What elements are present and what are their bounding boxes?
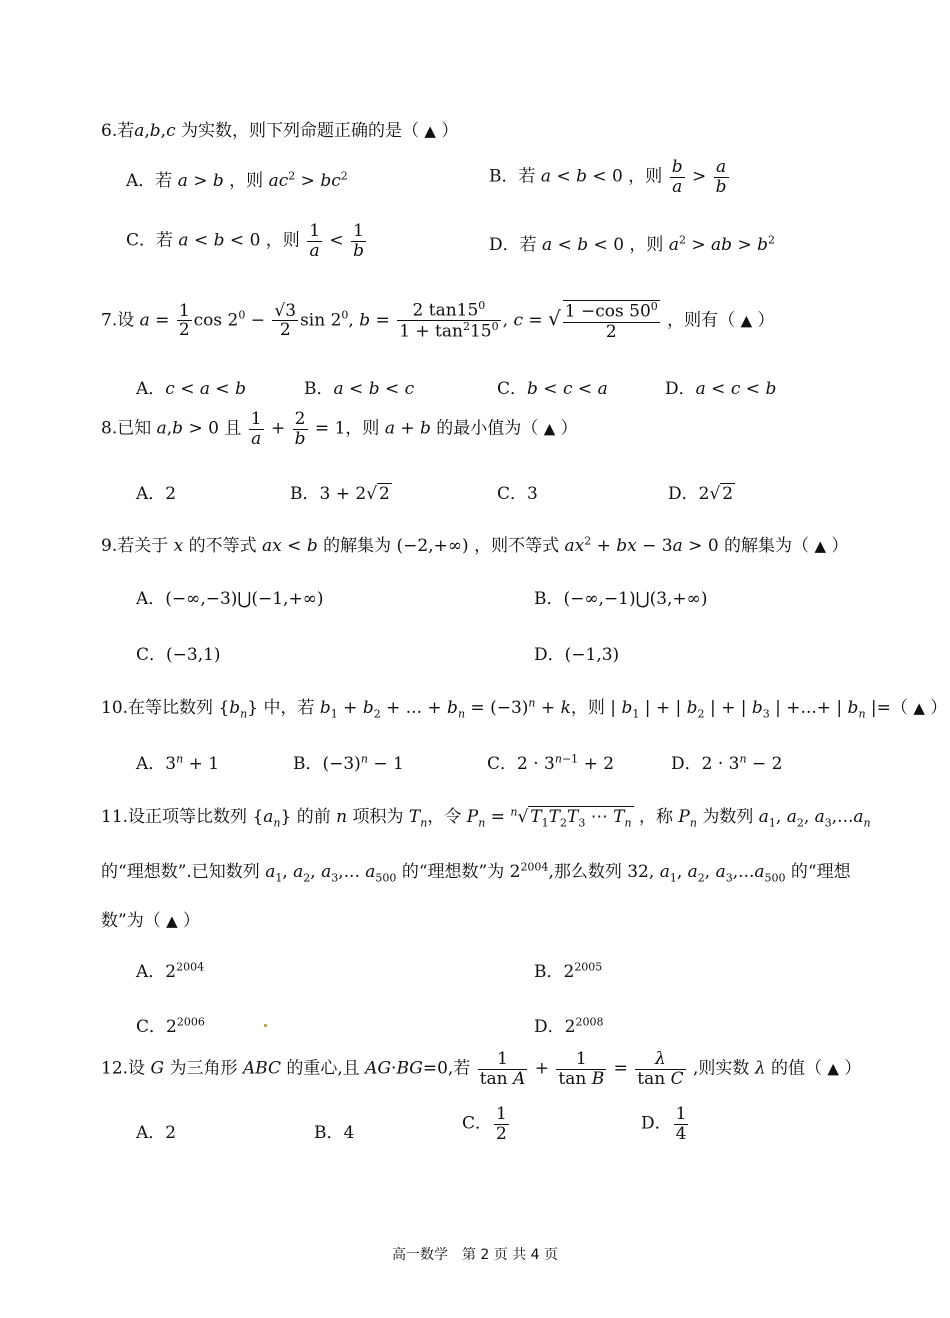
question-6-stem: 6.若a,b,c 为实数，则下列命题正确的是（ ▲ ） xyxy=(101,121,459,141)
q9-option-c: C．(−3,1) xyxy=(136,645,221,665)
q12-option-d: D． $\frac{1}{4}$ xyxy=(641,1104,687,1144)
question-11-stem-line1: 11.设正项等比数列 $\{a_n\}$ 的前 n 项积为 $T_n$，令 $P_n = ^n√$ $T_1T_2T_3$ ⋯ $T_n$ ，称 $P_n$ 为数列 $a_1$, $a_2$, $a_3,...a_n$ xyxy=(101,805,871,830)
q10-option-b: B．$(-3)^n - 1$ xyxy=(293,752,404,774)
q12-option-a: A．2 xyxy=(136,1123,177,1143)
q8-option-c: C．3 xyxy=(497,484,538,504)
q8-option-a: A．2 xyxy=(136,484,177,504)
q11-option-a: A．$2^{2004}$ xyxy=(136,960,205,982)
question-11-stem-line3: 数”为（ ▲ ） xyxy=(101,911,201,931)
q7-option-b: B．a < b < c xyxy=(304,379,415,399)
q9-option-d: D．(−1,3) xyxy=(534,645,620,665)
question-9-stem: 9.若关于 x 的不等式 ax < b 的解集为 (−2,+∞) ，则不等式 $ax^2$ + bx − 3a > 0 的解集为（ ▲ ） xyxy=(101,534,849,556)
q10-option-a: A．$3^n + 1$ xyxy=(136,752,220,774)
question-8-stem: 8.已知 a,b > 0 且 $\frac{1}{a}$ + $\frac{2}{b}$ = 1，则 a + b 的最小值为（ ▲ ） xyxy=(101,409,578,449)
q9-option-a: A．(−∞,−3)⋃(−1,+∞) xyxy=(136,589,324,609)
question-11-stem-line2: 的“理想数”.已知数列 $a_1$, $a_2$, $a_3$,... $a_{500}$ 的“理想数”为 $2^{2004}$,那么数列 32, $a_1$, $a_2$, $a_3,...a_{500}$ 的“理想 xyxy=(101,860,851,885)
q11-option-d: D．$2^{2008}$ xyxy=(534,1015,604,1037)
q7-option-a: A．c < a < b xyxy=(136,379,246,399)
question-12-stem: 12.设 G 为三角形 ABC 的重心,且 AG·BG=0,若 $\frac{1}{\text{tan A}}$ + $\frac{1}{\text{tan B}}$ = $\frac{\lambda}{\text{tan C}}$ ,则实数 λ 的值（ ▲ ） xyxy=(101,1049,862,1089)
stray-mark xyxy=(264,1024,267,1027)
q7-option-d: D．a < c < b xyxy=(665,379,777,399)
q12-option-b: B．4 xyxy=(314,1123,355,1143)
question-7-stem: 7.设 a = $\frac{1}{2}$ $\cos 2^0$ − $\frac{√3}{2}$ $\sin 2^0$, b = $\frac{2 \tan 15^0}{1 + \tan^215^0}$ , c = √ $\frac{1 -\cos 50^0}{2}$ ，则有（ ▲ ） xyxy=(101,299,775,342)
q11-option-c: C．$2^{2006}$ xyxy=(136,1015,205,1037)
q6-option-a: A．若 a > b ，则 $ac^2 > bc^2$ xyxy=(126,169,348,191)
q10-option-c: C．$2 \cdot 3^{n-1} + 2$ xyxy=(487,752,615,774)
q6-option-d: D．若 a < b < 0 ，则 $a^2$ > ab > $b^2$ xyxy=(489,233,776,255)
question-10-stem: 10.在等比数列 $\{b_n\}$ 中，若 $b_1 + b_2$ + ... + $b_n = (-3)^n + k$，则 | $b_1$ | + | $b_2$ | + | $b_3$ | +...+ | $b_n$ |=（ ▲ ） xyxy=(101,696,948,721)
q8-option-b: B．3 + 2√ 2 xyxy=(290,484,390,504)
page-footer: 高一数学 第 2 页 共 4 页 xyxy=(391,1247,559,1263)
q10-option-d: D．$2 \cdot 3^n - 2$ xyxy=(671,752,783,774)
q7-option-c: C．b < c < a xyxy=(497,379,608,399)
q9-option-b: B．(−∞,−1)⋃(3,+∞) xyxy=(534,589,708,609)
q11-option-b: B．$2^{2005}$ xyxy=(534,960,603,982)
q6-option-c: C．若 a < b < 0 ，则 $\frac{1}{a}$ < $\frac{1}{b}$ xyxy=(126,221,364,261)
q8-option-d: D．2√ 2 xyxy=(668,484,734,504)
q12-option-c: C． $\frac{1}{2}$ xyxy=(462,1104,507,1144)
q6-option-b: B．若 a < b < 0 ，则 $\frac{b}{a}$ > $\frac{a}{b}$ xyxy=(489,157,727,197)
